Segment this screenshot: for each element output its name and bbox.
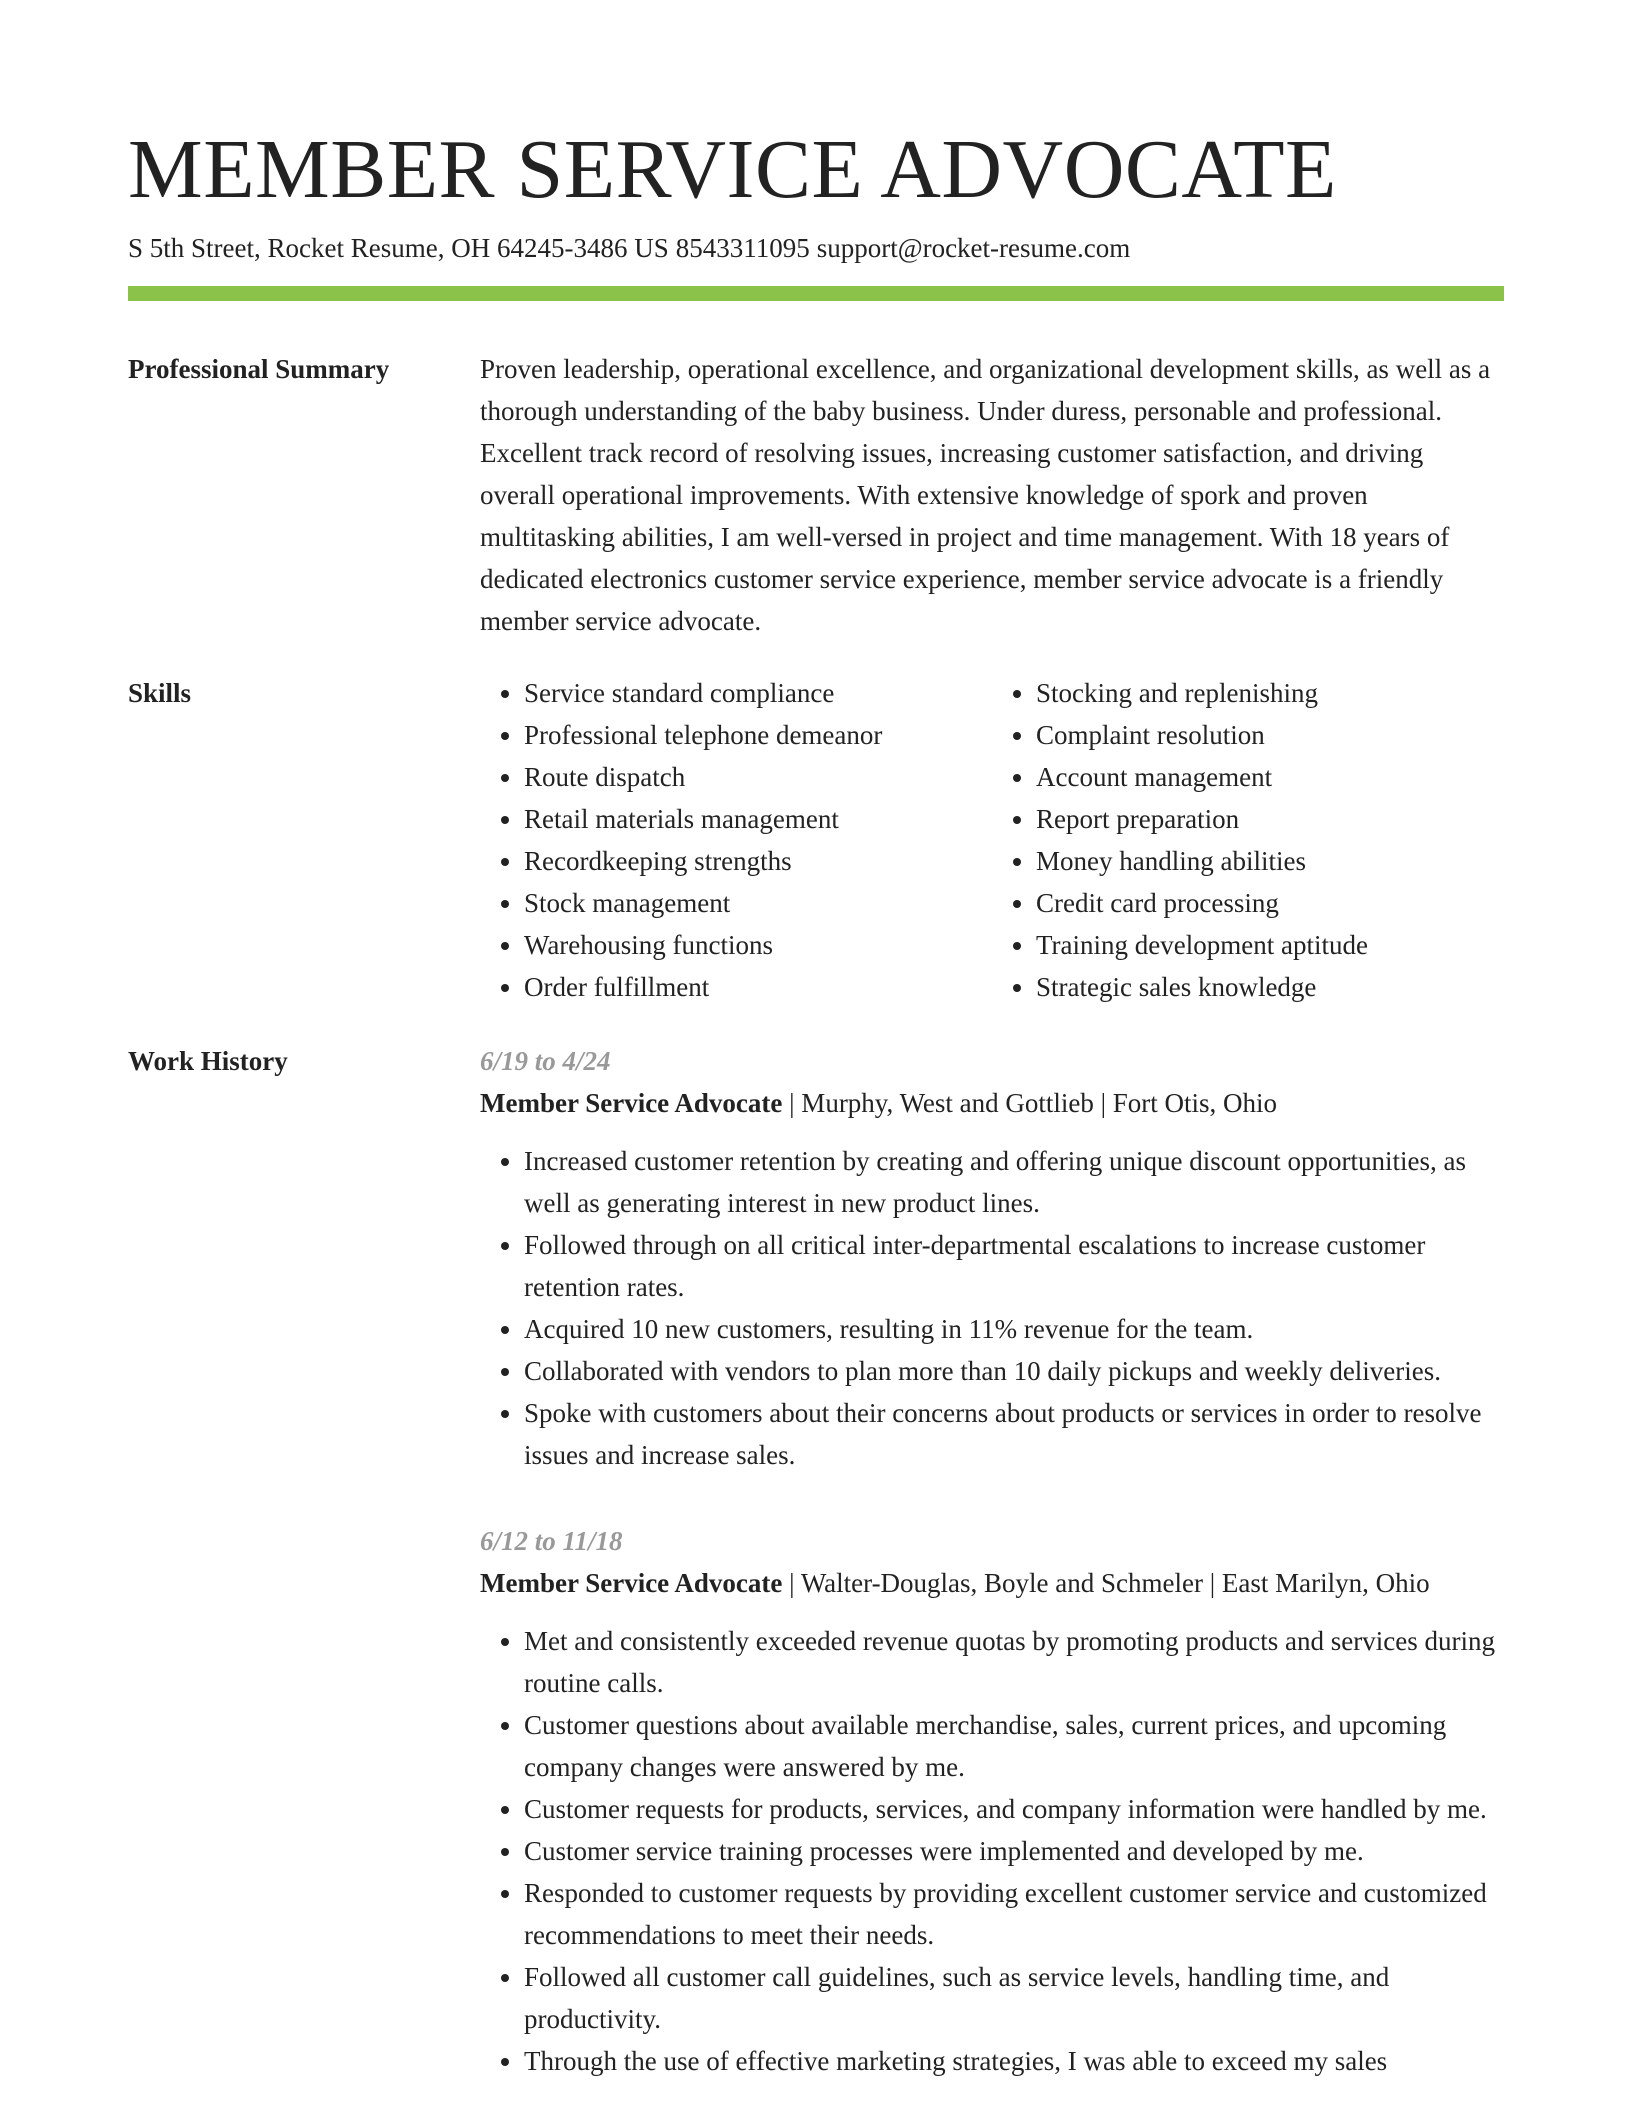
skill-item: • Route dispatch (524, 756, 992, 798)
skill-item: • Warehousing functions (524, 924, 992, 966)
job-bullet: • Spoke with customers about their concerns about products or services in order to resolve issues and increase sales. (524, 1392, 1504, 1476)
job-bullet: • Customer requests for products, services, and company information were handled by me. (524, 1788, 1504, 1830)
contact-email: support@rocket-resume.com (816, 233, 1131, 263)
job-bullets (480, 1620, 1504, 2082)
job-entry (480, 1040, 1504, 1476)
contact-line (128, 230, 1130, 266)
skill-item: • Strategic sales knowledge (1036, 966, 1504, 1008)
skill-item: • Retail materials management (524, 798, 992, 840)
skill-item: • Account management (1036, 756, 1504, 798)
skill-item: • Training development aptitude (1036, 924, 1504, 966)
skill-item: • Professional telephone demeanor (524, 714, 992, 756)
skills-columns (480, 672, 1504, 1008)
job-title: Member Service Advocate (480, 1568, 783, 1598)
job-dates: 6/19 to 4/24 (480, 1046, 611, 1076)
summary-body (480, 348, 1504, 642)
contact-address: S 5th Street, Rocket Resume, OH 64245-3486 US (128, 233, 669, 263)
job-bullet: • Through the use of effective marketing strategies, I was able to exceed my sales (524, 2040, 1504, 2082)
job-bullets (480, 1140, 1504, 1476)
job-bullet: • Collaborated with vendors to plan more than 10 daily pickups and weekly deliveries. (524, 1350, 1504, 1392)
job-entry (480, 1520, 1504, 2082)
job-bullet: • Customer questions about available merchandise, sales, current prices, and upcoming company changes were answered by me. (524, 1704, 1504, 1788)
skills-heading: Skills (128, 678, 192, 708)
job-bullet: • Followed all customer call guidelines, such as service levels, handling time, and productivity. (524, 1956, 1504, 2040)
job-dates: 6/12 to 11/18 (480, 1526, 623, 1556)
job-employer: | Murphy, West and Gottlieb | Fort Otis, Ohio (782, 1088, 1278, 1118)
summary-text: Proven leadership, operational excellence, and organizational development skills, as well as a thorough understanding of the baby business. Under duress, personable and professional. Excellent track record of resolving issues, increasing customer satisfaction, and driving overall operational improvements. With extensive knowledge of spork and proven multitasking abilities, I am well-versed in project and time management. With 18 years of dedicated electronics customer service experience, member service advocate is a friendly member service advocate. (480, 354, 1491, 636)
header-divider (128, 286, 1504, 301)
resume-name: MEMBER SERVICE ADVOCATE (128, 123, 1337, 216)
job-title-line (480, 1082, 1504, 1124)
job-bullet: • Acquired 10 new customers, resulting in 11% revenue for the team. (524, 1308, 1504, 1350)
job-bullet: • Responded to customer requests by providing excellent customer service and customized recommendations to meet their needs. (524, 1872, 1504, 1956)
skill-item: • Complaint resolution (1036, 714, 1504, 756)
skills-body (480, 672, 1504, 1008)
skill-item: • Credit card processing (1036, 882, 1504, 924)
contact-phone: 8543311095 (675, 233, 810, 263)
skill-item: • Report preparation (1036, 798, 1504, 840)
skill-item: • Money handling abilities (1036, 840, 1504, 882)
job-employer: | Walter-Douglas, Boyle and Schmeler | East Marilyn, Ohio (782, 1568, 1430, 1598)
job-bullet: • Followed through on all critical inter-departmental escalations to increase customer retention rates. (524, 1224, 1504, 1308)
work-history-heading: Work History (128, 1046, 288, 1076)
skill-item: • Order fulfillment (524, 966, 992, 1008)
job-bullet: • Customer service training processes were implemented and developed by me. (524, 1830, 1504, 1872)
summary-heading: Professional Summary (128, 354, 390, 384)
job-title: Member Service Advocate (480, 1088, 783, 1118)
job-bullet: • Met and consistently exceeded revenue quotas by promoting products and services during routine calls. (524, 1620, 1504, 1704)
job-bullet: • Increased customer retention by creating and offering unique discount opportunities, as well as generating interest in new product lines. (524, 1140, 1504, 1224)
skills-list-left (480, 672, 992, 1008)
skill-item: • Stock management (524, 882, 992, 924)
work-history-body (480, 1040, 1504, 2126)
skills-list-right (992, 672, 1504, 1008)
skill-item: • Recordkeeping strengths (524, 840, 992, 882)
job-title-line (480, 1562, 1504, 1604)
skill-item: • Stocking and replenishing (1036, 672, 1504, 714)
skill-item: • Service standard compliance (524, 672, 992, 714)
